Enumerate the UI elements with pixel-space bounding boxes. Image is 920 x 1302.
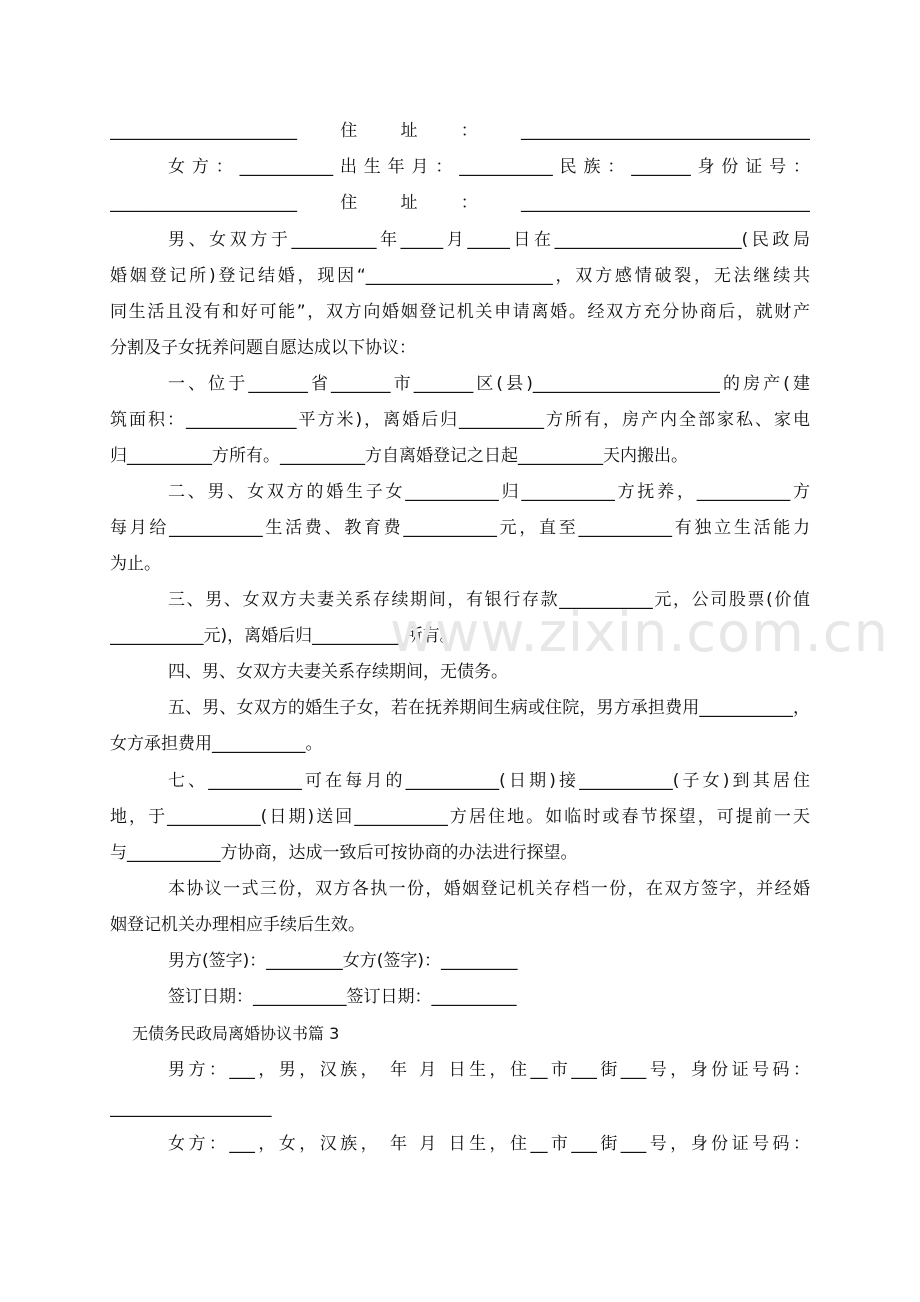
text-line: 每月给___________生活费、教育费___________元，直至___________有独立生活能力 [110, 518, 810, 538]
text-line: 筑面积：_____________平方米)，离婚后归__________方所有，房产内全部家私、家电 [110, 410, 810, 430]
text-line: 二、男、女双方的婚生子女___________归___________方抚养，___________方 [168, 482, 810, 502]
watermark: www.zixin.com.cn [390, 601, 889, 664]
text-line: 五、男、女双方的婚生子女，若在抚养期间生病或住院，男方承担费用___________， [168, 698, 810, 718]
text-line: 女方：___，女，汉族， 年 月 日生，住__市___街___号，身份证号码： [168, 1134, 810, 1154]
signature-line: 男方(签字)：_________女方(签字)：_________ [168, 951, 518, 971]
text-line: ___________元)，离婚后归___________所有。 [110, 626, 457, 646]
text-line: 地，于___________(日期)送回___________方居住地。如临时或春节探望，可提前一天 [110, 807, 810, 827]
text-line: 男方：___，男，汉族， 年 月 日生，住__市___街___号，身份证号码： [168, 1060, 810, 1080]
text-line: 为止。 [110, 554, 161, 574]
text-line: ___________________ [110, 1098, 272, 1118]
text-line: 婚姻登记所)登记结婚，现因“______________________，双方感情破裂，无法继续共 [110, 266, 810, 286]
text-line: 一、位于_______省_______市_______区(县)______________________的房产(建 [168, 374, 810, 394]
text-line: ______________________住址：__________________________________ [110, 193, 810, 213]
date-line: 签订日期：___________签订日期：__________ [168, 987, 517, 1007]
text-line: 与___________方协商，达成一致后可按协商的办法进行探望。 [110, 843, 578, 863]
text-line: 女方承担费用___________。 [110, 734, 323, 754]
text-line: 男、女双方于__________年_____月_____日在______________________(民政局 [168, 230, 810, 250]
text-line: ______________________住址：__________________________________ [110, 121, 810, 141]
text-line: 姻登记机关办理相应手续后生效。 [110, 915, 365, 935]
text-line: 本协议一式三份，双方各执一份，婚姻登记机关存档一份，在双方签字，并经婚 [168, 879, 810, 899]
text-line: 三、男、女双方夫妻关系存续期间，有银行存款___________元，公司股票(价值 [168, 590, 810, 610]
text-line: 七、___________可在每月的___________(日期)接___________(子女)到其居住 [168, 771, 810, 791]
text-line: 同生活且没有和好可能”，双方向婚姻登记机关申请离婚。经双方充分协商后，就财产 [110, 302, 810, 322]
text-line: 归__________方所有。__________方自离婚登记之日起__________天内搬出。 [110, 446, 688, 466]
text-line: 分割及子女抚养问题自愿达成以下协议： [110, 338, 416, 358]
text-line: 四、男、女双方夫妻关系存续期间，无债务。 [168, 662, 508, 682]
section-heading: 无债务民政局离婚协议书篇 3 [132, 1024, 340, 1043]
text-line: 女方：___________出生年月：___________民族：_______身份证号： [168, 157, 810, 177]
